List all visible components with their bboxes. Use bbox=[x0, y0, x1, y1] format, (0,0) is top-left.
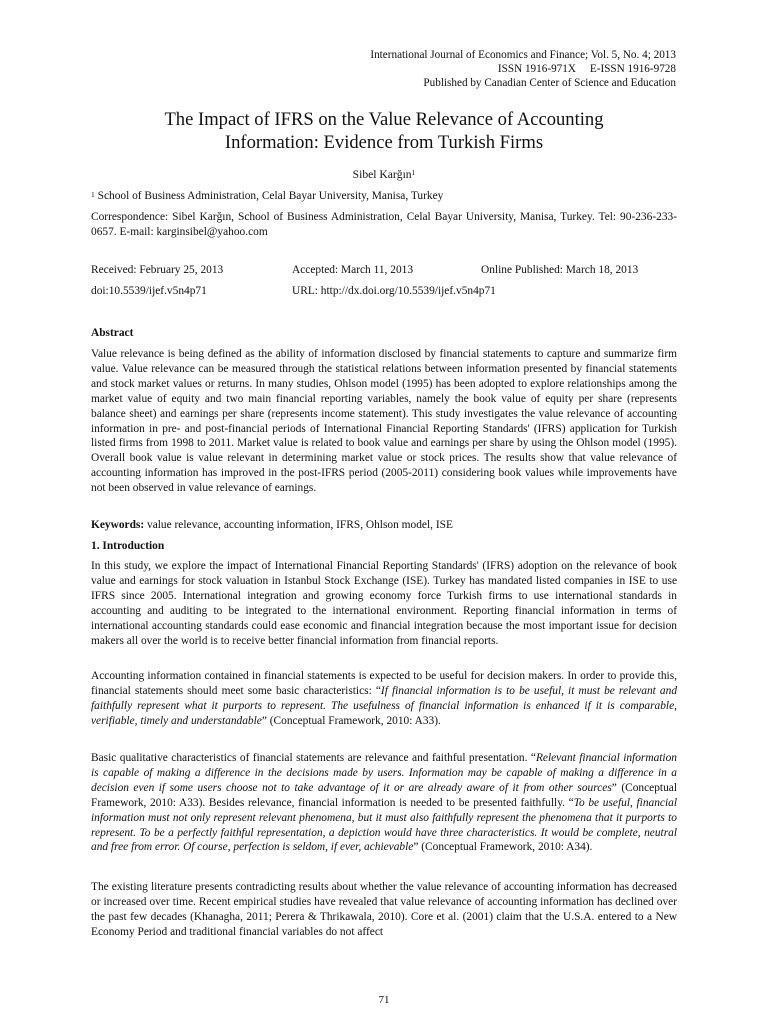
p2-text-a: Accounting information contained in financial statements is expected to be useful for decision makers. In order to provide this, financial statements should meet some basic characteristics: “ bbox=[91, 670, 677, 697]
received-date: Received: February 25, 2013 bbox=[91, 264, 224, 276]
affiliation-text: School of Business Administration, Celal Bayar University, Manisa, Turkey bbox=[97, 190, 444, 202]
p3-quote-2: To be useful, financial information must not only represent relevant phenomena, but it must also faithfully represent the phenomena that it purports to represent. To be a perfectly faithful representation, a depiction would have three characteristics. It would be complete, neutral and free from error. Of course, perfection is seldom, if ever, achievable bbox=[91, 796, 677, 854]
doi: doi:10.5539/ijef.v5n4p71 bbox=[91, 285, 207, 297]
p3-text-c: ” (Conceptual Framework, 2010: A33). Besides relevance, financial information is needed to be presented faithfully. “ bbox=[91, 781, 677, 809]
accepted-date: Accepted: March 11, 2013 bbox=[292, 264, 414, 276]
paper-title bbox=[92, 108, 676, 154]
intro-paragraph-1: In this study, we explore the impact of International Financial Reporting Standards' (IFRS) adoption on the relevance of book value and earnings for stock valuation in Istanbul Stock Exchange (ISE). Turkey has mandated listed companies in ISE to use IFRS since 2005. International integration and growing economy force Turkish firms to use international standards in accounting and auditing to be integrated to the international environment. Reporting financial information in terms of international accounting standards could ease economic and financial integration because the most important issue for decision makers all over the world is to receive better financial information from financial reports. bbox=[91, 560, 677, 647]
intro-paragraph-4: The existing literature presents contradicting results about whether the value relevance of accounting information has decreased or increased over time. Recent empirical studies have revealed that value relevance of accounting information has declined over the past few decades (Khanagha, 2011; Perera & Thrikawala, 2010). Core et al. (2001) claim that the U.S.A. entered to a New Economy Period and traditional financial variables do not affect bbox=[91, 881, 677, 938]
intro-paragraph-3 bbox=[91, 751, 677, 855]
title-line-2: Information: Evidence from Turkish Firms bbox=[224, 132, 544, 153]
published-date: Online Published: March 18, 2013 bbox=[481, 264, 639, 276]
keywords bbox=[91, 518, 677, 533]
abstract-heading: Abstract bbox=[91, 327, 134, 339]
p2-quote: If financial information is to be useful, it must be relevant and faithfully represent what it purports to represent. The usefulness of financial information is enhanced if it is comparable, verifiable, timely and understandable bbox=[91, 684, 678, 727]
author-sup: 1 bbox=[411, 168, 416, 177]
dates-row bbox=[91, 264, 677, 279]
journal-header bbox=[256, 48, 676, 90]
p2-text-c: ” (Conceptual Framework, 2010: A33). bbox=[261, 714, 441, 727]
keywords-text: value relevance, accounting information, IFRS, Ohlson model, ISE bbox=[144, 519, 453, 531]
correspondence: Correspondence: Sibel Karğın, School of Business Administration, Celal Bayar University, Manisa, Turkey. Tel: 90-236-233-0657. E-mail: karginsibel@yahoo.com bbox=[91, 211, 677, 239]
abstract-body: Value relevance is being defined as the ability of information disclosed by financial statements to capture and summarize firm value. Value relevance can be measured through the statistical relations between information presented by financial statements and stock market values or returns. In many studies, Ohlson model (1995) has been adopted to explore relationships among the market value of equity and two main financial reporting variables, namely the book value of equity per share (represents balance sheet) and earnings per share (represents income statement). This study investigates the value relevance of accounting information in pre- and post-financial periods of International Financial Reporting Standards' (IFRS) application for Turkish listed firms from 1998 to 2011. Market value is related to book value and earnings per share by using the Ohlson model (1995). Overall book value is value relevant in determining market value or stock prices. The results show that value relevance of accounting information has improved in the post-IFRS period (2005-2011) considering book values while improvements have not been observed in value relevance of earnings. bbox=[91, 348, 677, 495]
section-heading-introduction: 1. Introduction bbox=[91, 540, 165, 552]
author-line bbox=[92, 168, 676, 182]
issn-line: ISSN 1916-971X E-ISSN 1916-9728 bbox=[497, 63, 676, 75]
p3-text-e: ” (Conceptual Framework, 2010: A34). bbox=[413, 841, 593, 854]
intro-paragraph-2 bbox=[91, 669, 677, 729]
keywords-label: Keywords: bbox=[91, 519, 145, 531]
title-line-1: The Impact of IFRS on the Value Relevance of Accounting bbox=[164, 109, 604, 130]
author-name: Sibel Karğın bbox=[352, 168, 412, 181]
affiliation-sup: 1 bbox=[91, 190, 95, 199]
p3-quote-1: Relevant financial information is capable of making a difference in the decisions made by users. Information may be capable of making a difference in a decision even if some users choose not to take advantage of it or are already aware of it from other sources bbox=[91, 752, 677, 794]
publisher-line: Published by Canadian Center of Science and Education bbox=[423, 77, 676, 89]
affiliation bbox=[91, 189, 677, 204]
p3-text-a: Basic qualitative characteristics of financial statements are relevance and faithful presentation. “ bbox=[91, 752, 536, 764]
doi-url[interactable]: URL: http://dx.doi.org/10.5539/ijef.v5n4p71 bbox=[292, 285, 496, 297]
doi-row bbox=[91, 285, 677, 300]
journal-line: International Journal of Economics and Finance; Vol. 5, No. 4; 2013 bbox=[370, 49, 676, 61]
page-number: 71 bbox=[378, 994, 390, 1006]
